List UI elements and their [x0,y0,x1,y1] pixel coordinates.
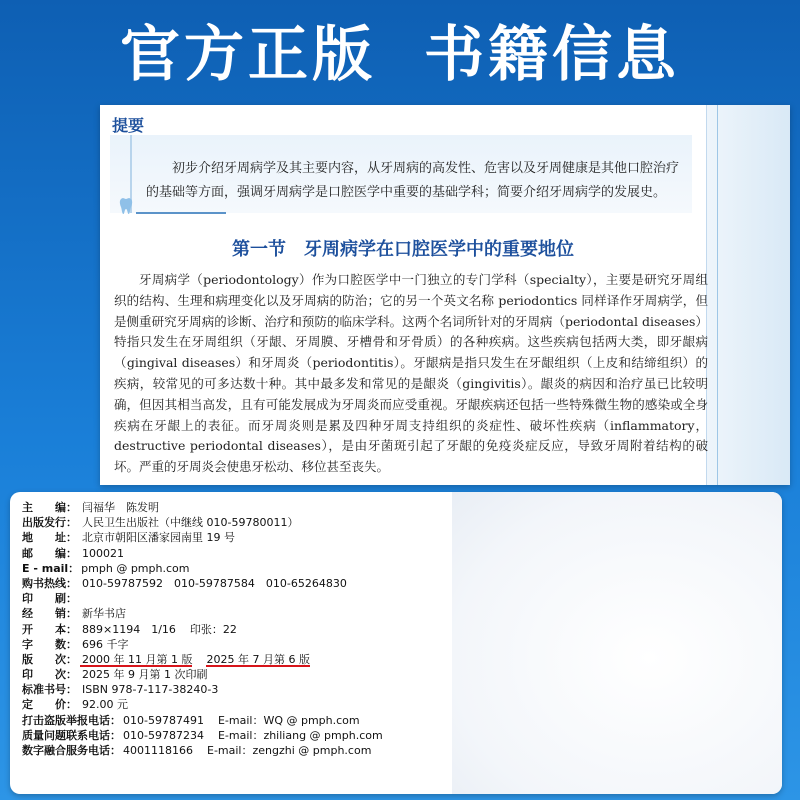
info-value: 889×1194 1/16 [82,622,176,636]
info-label: 印 刷： [22,592,77,606]
info-row [22,637,442,652]
page-side-band [706,105,790,485]
info-label: 打击盗版举报电话： [22,713,121,727]
info-label: 数字融合服务电话： [22,744,121,757]
summary-title: 提要 [112,116,145,135]
info-value [80,591,82,606]
info-row [22,546,442,561]
info-label: 邮 编： [22,546,77,560]
summary-text [146,157,696,205]
body-text [114,270,708,478]
info-value: 010-59787491 [123,713,204,727]
info-extra: E-mail：zengzhi @ pmph.com [207,744,372,757]
info-row [22,591,442,606]
info-label: 购书热线： [22,576,77,590]
publication-info-list [22,500,442,758]
banner [0,0,800,100]
tooth-icon [118,197,134,215]
info-value: 100021 [82,546,124,560]
info-label: 版 次： [22,652,77,666]
info-extra: E-mail：zhiliang @ pmph.com [217,728,383,742]
info-value: 新华书店 [82,607,126,621]
info-row [22,697,442,712]
info-row [22,515,442,530]
info-row [22,743,442,758]
info-value: 010-59787592 010-59787584 010-65264830 [82,576,347,590]
info-label: 出版发行： [22,516,77,530]
info-label: 主 编： [22,501,77,514]
info-value: ISBN 978-7-117-38240-3 [82,683,219,697]
info-row [22,667,442,682]
info-value: 010-59787234 [123,728,204,742]
info-extra: 印张：22 [189,622,237,636]
info-label: 开 本： [22,622,77,636]
info-extra: 2025 年 7 月第 6 版 [206,652,310,666]
info-label: 印 次： [22,668,77,682]
info-value: 2025 年 9 月第 1 次印刷 [82,668,208,682]
section-title: 第一节 牙周病学在口腔医学中的重要地位 [232,239,574,260]
info-extra: E-mail：WQ @ pmph.com [217,713,360,727]
info-label: 字 数： [22,637,77,651]
body-paragraph: 牙周病学（periodontology）作为口腔医学中一门独立的专门学科（specialty），主要是研究牙周组织的结构、生理和病理变化以及牙周病的防治；它的另一个英文名称 periodontics 同样译作牙周病学，但是侧重研究牙周病的诊断、治疗和预防的临床学科。这两个名词所针对的牙周病（periodontal diseases）特指只发生在牙周组织（牙龈、牙周膜、牙槽骨和牙骨质）的各种疾病。这些疾病包括两大类，即牙龈病（gingival diseases）和牙周炎（periodontitis）。牙龈病是指只发生在牙龈组织（上皮和结缔组织）的疾病，较常见的可多达数十种。其中最多发和常见的是龈炎（gingivitis）。龈炎的病因和治疗虽已比较明确，但因其相当高发，且有可能发展成为牙周炎而应受重视。牙龈疾病还包括一些特殊微生物的感染或全身疾病在牙龈上的表征。而牙周炎则是累及四种牙周支持组织的炎症性、破坏性疾病（inflammatory，destructive periodontal diseases），是由牙菌斑引起了牙龈的免疫炎症反应，导致牙周附着结构的破坏。严重的牙周炎会使患牙松动、移位甚至丧失。 [114,272,708,475]
info-row [22,500,442,515]
summary-line-1: 初步介绍牙周病学及其主要内容，从牙周病的高发性、危害以及牙周健康是其他口腔治疗 [172,161,680,176]
info-value: 闫福华 陈发明 [82,501,159,514]
info-value: 人民卫生出版社（中继线 010-59780011） [82,516,299,530]
info-label: 标准书号： [22,683,77,697]
info-row [22,622,442,637]
book-page-excerpt [100,105,790,485]
info-label: 定 价： [22,698,77,712]
publication-info-card [10,492,782,794]
info-row [22,530,442,545]
info-row [22,561,442,576]
info-row [22,728,442,743]
info-row [22,713,442,728]
info-row [22,682,442,697]
info-value: 北京市朝阳区潘家园南里 19 号 [82,531,235,545]
info-row [22,652,442,667]
info-label: E - mail： [22,561,80,575]
info-value: 4001118166 [123,744,193,757]
info-row [22,606,442,621]
info-value: pmph @ pmph.com [81,561,190,575]
info-label: 地 址： [22,531,77,545]
info-label: 经 销： [22,607,77,621]
banner-right-text: 书籍信息 [424,20,680,90]
banner-left-text: 官方正版 [120,20,376,90]
summary-rule [136,212,226,214]
info-value: 2000 年 11 月第 1 版 [82,652,193,666]
info-row [22,576,442,591]
info-label: 质量问题联系电话： [22,728,121,742]
info-value: 92.00 元 [82,698,128,712]
info-value: 696 千字 [82,637,129,651]
summary-line-2: 的基础等方面，强调牙周病学是口腔医学中重要的基础学科；简要介绍牙周病学的发展史。 [146,185,667,200]
